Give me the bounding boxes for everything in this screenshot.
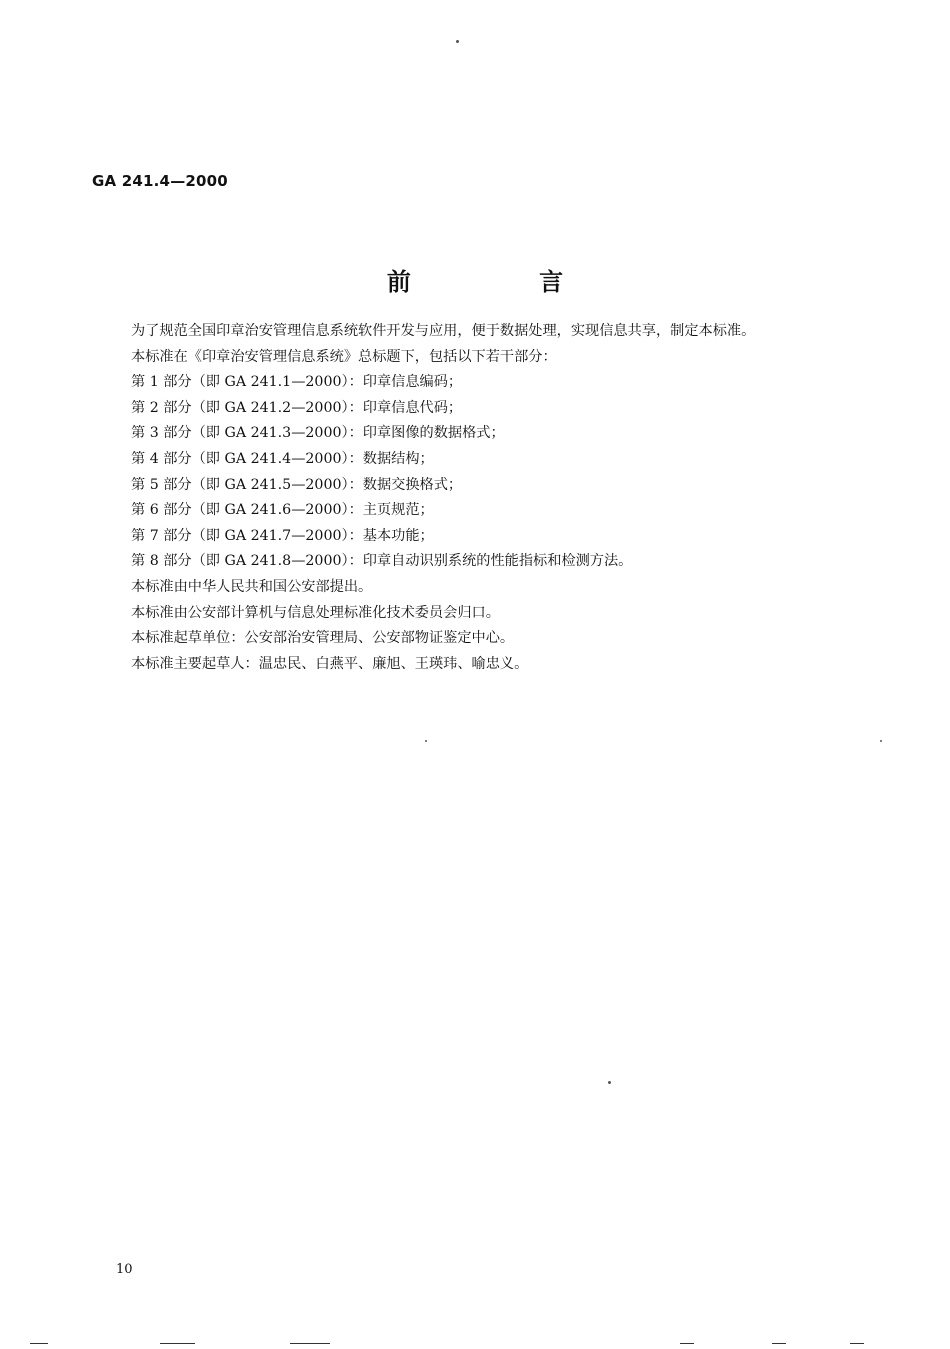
page-title: 前 言 xyxy=(386,268,624,296)
list-item-part-3: 第 3 部分（即 GA 241.3—2000）：印章图像的数据格式； xyxy=(131,425,505,442)
paragraph-purpose: 为了规范全国印章治安管理信息系统软件开发与应用，便于数据处理，实现信息共享，制定本标准。 xyxy=(131,323,756,339)
paragraph-proposer: 本标准由中华人民共和国公安部提出。 xyxy=(131,578,373,595)
list-item-part-4: 第 4 部分（即 GA 241.4—2000）：数据结构； xyxy=(131,450,434,467)
list-item-part-2: 第 2 部分（即 GA 241.2—2000）：印章信息代码； xyxy=(131,399,463,416)
scan-line xyxy=(30,1343,48,1344)
scan-line xyxy=(160,1343,195,1344)
paragraph-drafters: 本标准主要起草人：温忠民、白燕平、廉旭、王瑛玮、喻忠义。 xyxy=(131,655,529,672)
foreword-body xyxy=(131,319,871,677)
scan-line xyxy=(850,1343,864,1344)
paragraph-drafting-units: 本标准起草单位：公安部治安管理局、公安部物证鉴定中心。 xyxy=(131,630,515,647)
scan-line xyxy=(680,1343,694,1344)
scan-speck xyxy=(880,740,882,742)
list-item-part-8: 第 8 部分（即 GA 241.8—2000）：印章自动识别系统的性能指标和检测方法。 xyxy=(131,553,633,570)
list-item-part-5: 第 5 部分（即 GA 241.5—2000）：数据交换格式； xyxy=(131,476,463,493)
list-item-part-6: 第 6 部分（即 GA 241.6—2000）：主页规范； xyxy=(131,502,434,519)
list-item-part-7: 第 7 部分（即 GA 241.7—2000）：基本功能； xyxy=(131,527,434,544)
paragraph-committee: 本标准由公安部计算机与信息处理标准化技术委员会归口。 xyxy=(131,604,500,621)
scan-line xyxy=(772,1343,786,1344)
paragraph-parts-intro: 本标准在《印章治安管理信息系统》总标题下，包括以下若干部分： xyxy=(131,348,557,365)
list-item-part-1: 第 1 部分（即 GA 241.1—2000）：印章信息编码； xyxy=(131,374,463,391)
standard-id: GA 241.4—2000 xyxy=(92,172,228,190)
page-number: 10 xyxy=(116,1262,133,1277)
scan-speck xyxy=(425,740,427,742)
scan-line xyxy=(290,1343,330,1344)
scan-speck xyxy=(608,1081,611,1084)
scan-speck xyxy=(456,40,459,43)
